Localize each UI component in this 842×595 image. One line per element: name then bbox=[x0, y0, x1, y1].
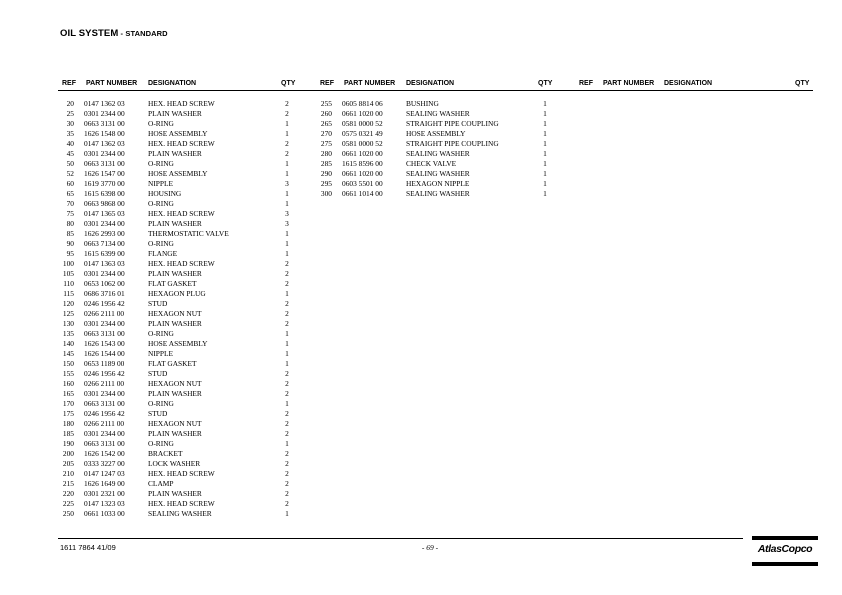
qty-cell: 1 bbox=[543, 139, 547, 148]
ref-cell: 265 bbox=[320, 119, 332, 128]
designation-cell: SEALING WASHER bbox=[406, 149, 470, 158]
designation-cell: STUD bbox=[148, 409, 168, 418]
header-designation: DESIGNATION bbox=[406, 80, 455, 87]
ref-cell: 190 bbox=[62, 439, 74, 448]
designation-cell: SEALING WASHER bbox=[148, 509, 212, 518]
part-number-cell: 0605 8814 06 bbox=[342, 99, 383, 108]
qty-cell: 1 bbox=[285, 249, 289, 258]
designation-cell: O-RING bbox=[148, 119, 174, 128]
designation-cell: NIPPLE bbox=[148, 349, 174, 358]
ref-cell: 60 bbox=[66, 179, 74, 188]
designation-cell: HEX. HEAD SCREW bbox=[148, 469, 215, 478]
part-number-cell: 0663 3131 00 bbox=[84, 399, 125, 408]
qty-cell: 1 bbox=[285, 169, 289, 178]
ref-cell: 255 bbox=[320, 99, 332, 108]
part-number-cell: 0301 2344 00 bbox=[84, 149, 125, 158]
part-number-cell: 1626 1649 00 bbox=[84, 479, 125, 488]
part-number-cell: 0663 3131 00 bbox=[84, 159, 125, 168]
ref-cell: 215 bbox=[62, 479, 74, 488]
qty-cell: 2 bbox=[285, 429, 289, 438]
qty-cell: 1 bbox=[543, 189, 547, 198]
logo-bar-bottom bbox=[752, 562, 818, 566]
designation-cell: FLAT GASKET bbox=[148, 279, 197, 288]
ref-cell: 300 bbox=[320, 189, 332, 198]
designation-cell: STRAIGHT PIPE COUPLING bbox=[406, 119, 499, 128]
part-number-cell: 0663 9868 00 bbox=[84, 199, 125, 208]
ref-cell: 20 bbox=[66, 99, 74, 108]
ref-cell: 140 bbox=[62, 339, 74, 348]
part-number-cell: 0581 0000 52 bbox=[342, 119, 383, 128]
qty-cell: 2 bbox=[285, 489, 289, 498]
qty-cell: 3 bbox=[285, 209, 289, 218]
designation-cell: O-RING bbox=[148, 239, 174, 248]
logo-text: AtlasCopco bbox=[757, 543, 813, 555]
part-number-cell: 0333 3227 00 bbox=[84, 459, 125, 468]
part-number-cell: 0661 1020 00 bbox=[342, 169, 383, 178]
qty-cell: 1 bbox=[543, 179, 547, 188]
part-number-cell: 0301 2321 00 bbox=[84, 489, 125, 498]
header-qty: QTY bbox=[538, 80, 553, 87]
part-number-cell: 0301 2344 00 bbox=[84, 219, 125, 228]
part-number-cell: 0661 1033 00 bbox=[84, 509, 125, 518]
part-number-cell: 0653 1062 00 bbox=[84, 279, 125, 288]
qty-cell: 1 bbox=[543, 159, 547, 168]
qty-cell: 2 bbox=[285, 299, 289, 308]
part-number-cell: 1626 1543 00 bbox=[84, 339, 125, 348]
part-number-cell: 0663 3131 00 bbox=[84, 439, 125, 448]
part-number-cell: 1626 1542 00 bbox=[84, 449, 125, 458]
ref-cell: 275 bbox=[320, 139, 332, 148]
designation-cell: THERMOSTATIC VALVE bbox=[148, 229, 229, 238]
designation-cell: HEXAGON PLUG bbox=[148, 289, 206, 298]
ref-cell: 85 bbox=[66, 229, 74, 238]
ref-cell: 280 bbox=[320, 149, 332, 158]
designation-cell: O-RING bbox=[148, 399, 174, 408]
designation-cell: CHECK VALVE bbox=[406, 159, 457, 168]
designation-cell: HEX. HEAD SCREW bbox=[148, 259, 215, 268]
ref-cell: 170 bbox=[62, 399, 74, 408]
page-number: - 69 - bbox=[421, 543, 439, 552]
qty-cell: 3 bbox=[285, 219, 289, 228]
part-number-cell: 1619 3770 00 bbox=[84, 179, 125, 188]
qty-cell: 2 bbox=[285, 449, 289, 458]
header-qty: QTY bbox=[795, 80, 810, 87]
header-ref: REF bbox=[320, 80, 334, 87]
designation-cell: HEXAGON NIPPLE bbox=[406, 179, 470, 188]
designation-cell: HOSE ASSEMBLY bbox=[148, 169, 208, 178]
qty-cell: 1 bbox=[543, 149, 547, 158]
part-number-cell: 0266 2111 00 bbox=[84, 419, 125, 428]
ref-cell: 40 bbox=[66, 139, 74, 148]
designation-cell: PLAIN WASHER bbox=[148, 269, 202, 278]
qty-cell: 1 bbox=[285, 229, 289, 238]
page-title bbox=[60, 28, 168, 39]
part-number-cell: 1615 6399 00 bbox=[84, 249, 125, 258]
part-number-cell: 0246 1956 42 bbox=[84, 409, 125, 418]
part-number-cell: 0603 5501 00 bbox=[342, 179, 383, 188]
ref-cell: 30 bbox=[66, 119, 74, 128]
part-number-cell: 0246 1956 42 bbox=[84, 299, 125, 308]
qty-cell: 1 bbox=[543, 119, 547, 128]
page-title-main: OIL SYSTEM bbox=[60, 28, 119, 39]
designation-cell: STUD bbox=[148, 369, 168, 378]
designation-cell: HEX. HEAD SCREW bbox=[148, 499, 215, 508]
qty-cell: 2 bbox=[285, 279, 289, 288]
part-number-cell: 0301 2344 00 bbox=[84, 109, 125, 118]
ref-cell: 225 bbox=[62, 499, 74, 508]
part-number-cell: 0663 7134 00 bbox=[84, 239, 125, 248]
part-number-cell: 0686 3716 01 bbox=[84, 289, 125, 298]
page-subtitle: - STANDARD bbox=[118, 29, 168, 38]
designation-cell: STRAIGHT PIPE COUPLING bbox=[406, 139, 499, 148]
qty-cell: 2 bbox=[285, 409, 289, 418]
part-number-cell: 0663 3131 00 bbox=[84, 119, 125, 128]
ref-cell: 270 bbox=[320, 129, 332, 138]
qty-cell: 2 bbox=[285, 149, 289, 158]
part-number-cell: 0653 1189 00 bbox=[84, 359, 125, 368]
ref-cell: 180 bbox=[62, 419, 74, 428]
part-number-cell: 0661 1014 00 bbox=[342, 189, 383, 198]
designation-cell: HEXAGON NUT bbox=[148, 419, 202, 428]
designation-cell: HEXAGON NUT bbox=[148, 309, 202, 318]
ref-cell: 175 bbox=[62, 409, 74, 418]
designation-cell: HEX. HEAD SCREW bbox=[148, 99, 215, 108]
designation-cell: PLAIN WASHER bbox=[148, 489, 202, 498]
part-number-cell: 1626 1547 00 bbox=[84, 169, 125, 178]
designation-cell: SEALING WASHER bbox=[406, 169, 470, 178]
part-number-cell: 1626 1544 00 bbox=[84, 349, 125, 358]
designation-cell: FLANGE bbox=[148, 249, 178, 258]
ref-cell: 250 bbox=[62, 509, 74, 518]
header-part-number: PART NUMBER bbox=[344, 80, 396, 87]
designation-cell: O-RING bbox=[148, 159, 174, 168]
ref-cell: 50 bbox=[66, 159, 74, 168]
qty-cell: 2 bbox=[285, 269, 289, 278]
qty-cell: 2 bbox=[285, 479, 289, 488]
designation-cell: HEX. HEAD SCREW bbox=[148, 139, 215, 148]
ref-cell: 80 bbox=[66, 219, 74, 228]
ref-cell: 290 bbox=[320, 169, 332, 178]
part-number-cell: 1626 2993 00 bbox=[84, 229, 125, 238]
ref-cell: 120 bbox=[62, 299, 74, 308]
header-designation: DESIGNATION bbox=[148, 80, 197, 87]
part-number-cell: 1615 6398 00 bbox=[84, 189, 125, 198]
qty-cell: 2 bbox=[285, 319, 289, 328]
designation-cell: SEALING WASHER bbox=[406, 109, 470, 118]
designation-cell: HOSE ASSEMBLY bbox=[148, 129, 208, 138]
ref-cell: 90 bbox=[66, 239, 74, 248]
ref-cell: 210 bbox=[62, 469, 74, 478]
part-number-cell: 0301 2344 00 bbox=[84, 389, 125, 398]
designation-cell: CLAMP bbox=[148, 479, 174, 488]
qty-cell: 2 bbox=[285, 459, 289, 468]
header-qty: QTY bbox=[281, 80, 296, 87]
header-designation: DESIGNATION bbox=[664, 80, 713, 87]
qty-cell: 2 bbox=[285, 419, 289, 428]
designation-cell: O-RING bbox=[148, 199, 174, 208]
qty-cell: 1 bbox=[285, 289, 289, 298]
qty-cell: 1 bbox=[543, 129, 547, 138]
qty-cell: 1 bbox=[543, 169, 547, 178]
qty-cell: 1 bbox=[285, 359, 289, 368]
designation-cell: HOSE ASSEMBLY bbox=[406, 129, 466, 138]
part-number-cell: 0147 1363 03 bbox=[84, 259, 125, 268]
qty-cell: 1 bbox=[285, 439, 289, 448]
designation-cell: LOCK WASHER bbox=[148, 459, 201, 468]
designation-cell: PLAIN WASHER bbox=[148, 149, 202, 158]
ref-cell: 165 bbox=[62, 389, 74, 398]
part-number-cell: 0301 2344 00 bbox=[84, 269, 125, 278]
ref-cell: 260 bbox=[320, 109, 332, 118]
qty-cell: 1 bbox=[543, 109, 547, 118]
ref-cell: 45 bbox=[66, 149, 74, 158]
part-number-cell: 0581 0000 52 bbox=[342, 139, 383, 148]
qty-cell: 2 bbox=[285, 309, 289, 318]
qty-cell: 1 bbox=[285, 239, 289, 248]
logo-bar-top bbox=[752, 536, 818, 540]
qty-cell: 2 bbox=[285, 99, 289, 108]
qty-cell: 1 bbox=[285, 339, 289, 348]
designation-cell: HOUSING bbox=[148, 189, 182, 198]
ref-cell: 155 bbox=[62, 369, 74, 378]
ref-cell: 70 bbox=[66, 199, 74, 208]
part-number-cell: 0301 2344 00 bbox=[84, 319, 125, 328]
part-number-cell: 0147 1247 03 bbox=[84, 469, 125, 478]
atlas-copco-logo bbox=[752, 536, 818, 568]
ref-cell: 185 bbox=[62, 429, 74, 438]
header-divider bbox=[58, 90, 813, 91]
designation-cell: PLAIN WASHER bbox=[148, 429, 202, 438]
qty-cell: 1 bbox=[285, 329, 289, 338]
part-number-cell: 1615 8596 00 bbox=[342, 159, 383, 168]
qty-cell: 1 bbox=[285, 189, 289, 198]
ref-cell: 150 bbox=[62, 359, 74, 368]
qty-cell: 3 bbox=[285, 179, 289, 188]
ref-cell: 135 bbox=[62, 329, 74, 338]
ref-cell: 220 bbox=[62, 489, 74, 498]
designation-cell: PLAIN WASHER bbox=[148, 389, 202, 398]
designation-cell: BUSHING bbox=[406, 99, 439, 108]
part-number-cell: 1626 1548 00 bbox=[84, 129, 125, 138]
part-number-cell: 0301 2344 00 bbox=[84, 429, 125, 438]
designation-cell: FLAT GASKET bbox=[148, 359, 197, 368]
ref-cell: 105 bbox=[62, 269, 74, 278]
part-number-cell: 0147 1362 03 bbox=[84, 99, 125, 108]
header-part-number: PART NUMBER bbox=[86, 80, 138, 87]
designation-cell: PLAIN WASHER bbox=[148, 219, 202, 228]
qty-cell: 1 bbox=[285, 399, 289, 408]
ref-cell: 295 bbox=[320, 179, 332, 188]
ref-cell: 145 bbox=[62, 349, 74, 358]
designation-cell: PLAIN WASHER bbox=[148, 109, 202, 118]
designation-cell: HEXAGON NUT bbox=[148, 379, 202, 388]
designation-cell: BRACKET bbox=[148, 449, 183, 458]
ref-cell: 200 bbox=[62, 449, 74, 458]
qty-cell: 2 bbox=[285, 469, 289, 478]
part-number-cell: 0266 2111 00 bbox=[84, 309, 125, 318]
designation-cell: STUD bbox=[148, 299, 168, 308]
ref-cell: 95 bbox=[66, 249, 74, 258]
qty-cell: 1 bbox=[285, 199, 289, 208]
designation-cell: O-RING bbox=[148, 329, 174, 338]
part-number-cell: 0147 1362 03 bbox=[84, 139, 125, 148]
ref-cell: 205 bbox=[62, 459, 74, 468]
part-number-cell: 0246 1956 42 bbox=[84, 369, 125, 378]
qty-cell: 1 bbox=[285, 129, 289, 138]
qty-cell: 2 bbox=[285, 389, 289, 398]
qty-cell: 1 bbox=[285, 509, 289, 518]
designation-cell: HOSE ASSEMBLY bbox=[148, 339, 208, 348]
ref-cell: 160 bbox=[62, 379, 74, 388]
designation-cell: PLAIN WASHER bbox=[148, 319, 202, 328]
header-part-number: PART NUMBER bbox=[603, 80, 655, 87]
part-number-cell: 0575 0321 49 bbox=[342, 129, 383, 138]
qty-cell: 1 bbox=[285, 119, 289, 128]
qty-cell: 2 bbox=[285, 379, 289, 388]
ref-cell: 52 bbox=[66, 169, 74, 178]
document-number: 1611 7864 41/09 bbox=[60, 543, 116, 552]
ref-cell: 35 bbox=[66, 129, 74, 138]
ref-cell: 115 bbox=[63, 289, 74, 298]
header-ref: REF bbox=[579, 80, 593, 87]
qty-cell: 1 bbox=[543, 99, 547, 108]
ref-cell: 130 bbox=[62, 319, 74, 328]
part-number-cell: 0147 1323 03 bbox=[84, 499, 125, 508]
part-number-cell: 0266 2111 00 bbox=[84, 379, 125, 388]
qty-cell: 2 bbox=[285, 109, 289, 118]
ref-cell: 100 bbox=[62, 259, 74, 268]
qty-cell: 2 bbox=[285, 499, 289, 508]
qty-cell: 1 bbox=[285, 159, 289, 168]
header-ref: REF bbox=[62, 80, 76, 87]
designation-cell: O-RING bbox=[148, 439, 174, 448]
ref-cell: 75 bbox=[66, 209, 74, 218]
ref-cell: 125 bbox=[62, 309, 74, 318]
ref-cell: 25 bbox=[66, 109, 74, 118]
qty-cell: 1 bbox=[285, 349, 289, 358]
ref-cell: 285 bbox=[320, 159, 332, 168]
qty-cell: 2 bbox=[285, 259, 289, 268]
designation-cell: SEALING WASHER bbox=[406, 189, 470, 198]
qty-cell: 2 bbox=[285, 369, 289, 378]
part-number-cell: 0661 1020 00 bbox=[342, 149, 383, 158]
ref-cell: 110 bbox=[63, 279, 74, 288]
footer-divider bbox=[58, 538, 743, 539]
designation-cell: HEX. HEAD SCREW bbox=[148, 209, 215, 218]
part-number-cell: 0147 1365 03 bbox=[84, 209, 125, 218]
ref-cell: 65 bbox=[66, 189, 74, 198]
part-number-cell: 0661 1020 00 bbox=[342, 109, 383, 118]
part-number-cell: 0663 3131 00 bbox=[84, 329, 125, 338]
qty-cell: 2 bbox=[285, 139, 289, 148]
designation-cell: NIPPLE bbox=[148, 179, 174, 188]
